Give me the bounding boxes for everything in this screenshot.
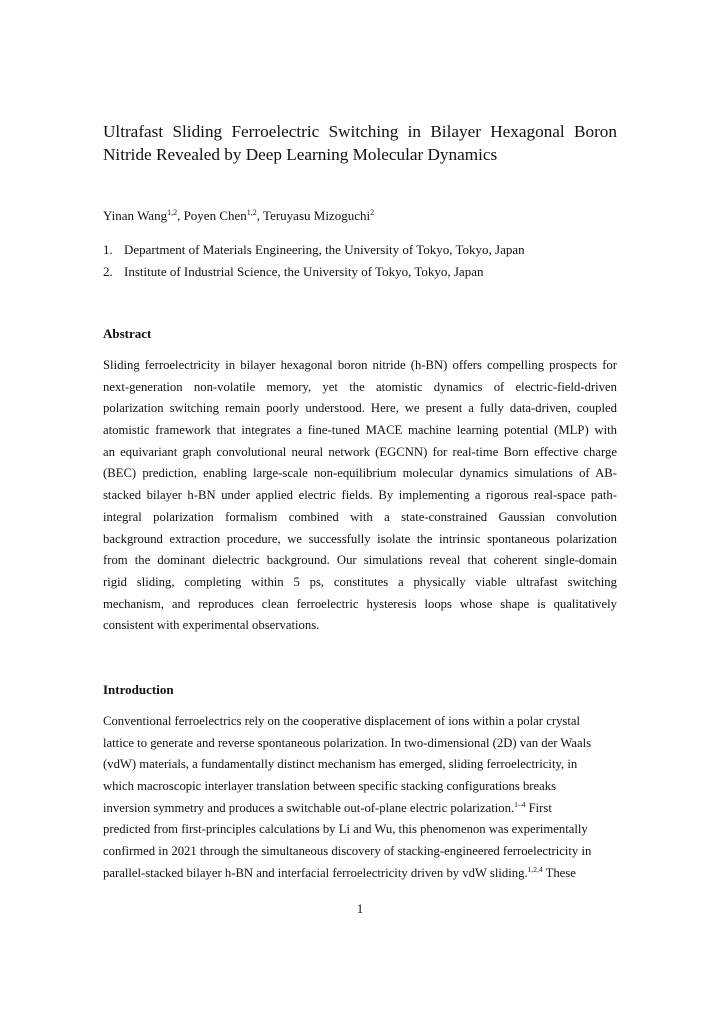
abstract-line: polarization switching remain poorly understood. Here, we present a fully data-driven, coupled — [103, 401, 617, 416]
abstract-line: atomistic framework that integrates a fine-tuned MACE machine learning potential (MLP) with — [103, 423, 617, 438]
introduction-line — [103, 798, 617, 820]
line-text: inversion symmetry and produces a switchable out-of-plane electric polarization. — [103, 800, 515, 815]
abstract-line: background extraction procedure, we successfully isolate the intrinsic spontaneous polarization — [103, 531, 617, 546]
citation: 1,2,4 — [527, 864, 543, 874]
affiliation-text: Department of Materials Engineering, the University of Tokyo, Tokyo, Japan — [124, 242, 525, 257]
paper-title: Ultrafast Sliding Ferroelectric Switching in Bilayer Hexagonal Boron Nitride Revealed by Deep Learning Molecular Dynamics — [103, 122, 617, 164]
author-list — [103, 208, 374, 224]
abstract-line: stacked bilayer h-BN under applied electric fields. By implementing a rigorous real-space path- — [103, 488, 617, 503]
author-separator: , — [256, 208, 264, 223]
abstract-line: next-generation non-volatile memory, yet the atomistic dynamics of electric-field-driven — [103, 379, 617, 394]
line-text: First — [525, 800, 552, 815]
introduction-line — [103, 754, 617, 776]
page-number: 1 — [356, 901, 364, 916]
author: Poyen Chen — [183, 208, 247, 223]
affiliation-number: 1. — [103, 242, 113, 257]
author: Yinan Wang — [103, 208, 168, 223]
author-affiliation-mark: 2 — [370, 208, 375, 217]
line-text: which macroscopic interlayer translation between specific stacking configurations breaks — [103, 779, 557, 794]
affiliation — [103, 242, 525, 258]
author-affiliation-mark: 1,2 — [246, 208, 257, 217]
abstract-body — [103, 355, 617, 637]
abstract-line: rigid sliding, completing within 5 ps, constitutes a physically viable ultrafast switching — [103, 574, 617, 589]
citation: 1–4 — [514, 799, 526, 809]
introduction-line — [103, 776, 617, 798]
affiliation-number: 2. — [103, 264, 113, 279]
introduction-line — [103, 819, 617, 841]
abstract-line: an equivariant graph convolutional neural network (EGCNN) for real-time Born effective charge — [103, 444, 617, 459]
introduction-line — [103, 711, 617, 733]
author: Teruyasu Mizoguchi — [263, 208, 371, 223]
affiliation-text: Institute of Industrial Science, the University of Tokyo, Tokyo, Japan — [124, 264, 484, 279]
abstract-line: Sliding ferroelectricity in bilayer hexagonal boron nitride (h-BN) offers compelling prospects for — [103, 358, 617, 372]
abstract-line: (BEC) prediction, enabling large-scale non-equilibrium molecular dynamics simulations of AB- — [103, 466, 617, 481]
introduction-body — [103, 711, 617, 885]
line-text: lattice to generate and reverse spontaneous polarization. In two-dimensional (2D) van der Waals — [103, 735, 592, 750]
line-text: These — [542, 865, 576, 880]
line-text: confirmed in 2021 through the simultaneous discovery of stacking-engineered ferroelectricity in — [103, 844, 592, 859]
introduction-heading: Introduction — [103, 682, 174, 697]
abstract-line: integral polarization formalism combined with a state-constrained Gaussian convolution — [103, 509, 617, 524]
line-text: predicted from first-principles calculations by Li and Wu, this phenomenon was experimentally — [103, 822, 588, 837]
line-text: (vdW) materials, a fundamentally distinct mechanism has emerged, sliding ferroelectricity, in — [103, 757, 578, 772]
introduction-line — [103, 841, 617, 863]
introduction-line — [103, 733, 617, 755]
line-text: parallel-stacked bilayer h-BN and interfacial ferroelectricity driven by vdW sliding. — [103, 865, 528, 880]
line-text: Conventional ferroelectrics rely on the cooperative displacement of ions within a polar crystal — [103, 714, 581, 728]
abstract-line: mechanism, and reproduces clean ferroelectric hysteresis loops whose shape is qualitatively — [103, 596, 617, 611]
author-affiliation-mark: 1,2 — [167, 208, 178, 217]
abstract-heading: Abstract — [103, 326, 152, 341]
author-separator: , — [177, 208, 184, 223]
affiliation — [103, 264, 483, 280]
abstract-line: from the dominant dielectric background. Our simulations reveal that coherent single-domain — [103, 553, 617, 568]
introduction-line — [103, 863, 617, 885]
abstract-line: consistent with experimental observations. — [103, 618, 320, 633]
